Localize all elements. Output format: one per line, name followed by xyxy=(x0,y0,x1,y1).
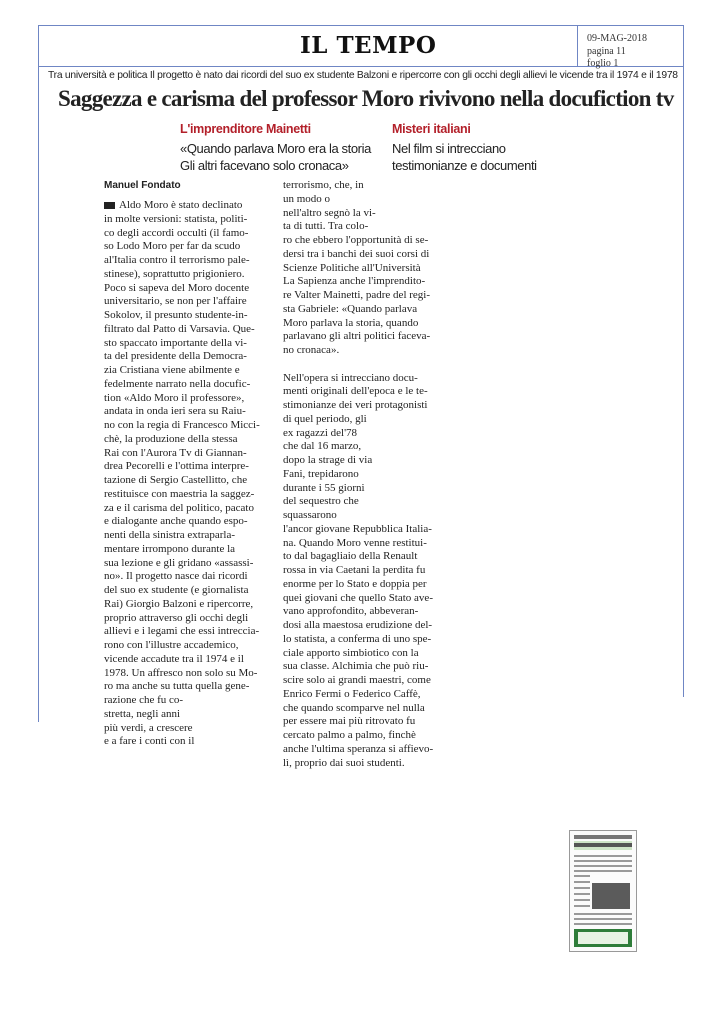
frame-right-line xyxy=(683,25,684,697)
column2-line: l'ancor giovane Repubblica Italia- xyxy=(283,522,432,535)
column2-line: dosi alla maestosa erudizione del- xyxy=(283,619,433,631)
column2-line: di quel periodo, gli xyxy=(283,412,367,425)
column1-line: no con la regia di Francesco Micci- xyxy=(104,419,260,431)
column2-line: Scienze Politiche all'Università xyxy=(283,261,421,274)
column1-line: so Lodo Moro per far da scudo xyxy=(104,240,241,253)
column1-line: sua lezione e gli gridano «assassi- xyxy=(104,556,254,569)
subhead-label-misteri: Misteri italiani xyxy=(392,122,471,136)
subhead-text-mainetti-2: Gli altri facevano solo cronaca» xyxy=(180,158,349,173)
page-number: pagina 11 xyxy=(587,46,626,57)
column2-line: sta Gabriele: «Quando parlava xyxy=(283,302,418,315)
column2-line: terrorismo, che, in xyxy=(283,179,364,191)
column1-line: Poco si sapeva del Moro docente xyxy=(104,281,250,294)
column1-line: e dialogante anche quando espo- xyxy=(104,515,248,528)
column1-line: rono con l'illustre accademico, xyxy=(104,639,239,651)
column2-line: squassarono xyxy=(283,509,337,521)
column2-line: Nell'opera si intrecciano docu- xyxy=(283,371,418,384)
column1-line: restituisce con maestria la saggez- xyxy=(104,487,255,500)
column1-line: al'Italia contro il terrorismo pale- xyxy=(104,254,250,266)
column1-line: 1978. Un affresco non solo su Mo- xyxy=(104,666,258,679)
column1-line: sto spaccato importante della vi- xyxy=(104,336,247,349)
column2-line: durante i 55 giorni xyxy=(283,481,365,494)
column1-line: no». Il progetto nasce dai ricordi xyxy=(104,570,248,583)
column1-line: in molte versioni: statista, politi- xyxy=(104,212,248,225)
subhead-text-misteri-2: testimonianze e documenti xyxy=(392,158,537,173)
column2-line: nell'altro segnò la vi- xyxy=(283,206,376,219)
subhead-text-mainetti-1: «Quando parlava Moro era la storia xyxy=(180,141,371,156)
column1-line: Rai) Giorgio Balzoni e ripercorre, xyxy=(104,597,254,610)
article-kicker: Tra università e politica Il progetto è nato dai ricordi del suo ex studente Balzoni e ripercorre con gli occhi degli allievi le vicende tra il 1974 e il 1978 xyxy=(48,70,678,81)
column2-line: Fani, trepidarono xyxy=(283,467,359,480)
column2-line: parlavano gli altri politici faceva- xyxy=(283,330,431,343)
column1-line: ro ma anche su tutta quella gene- xyxy=(104,680,250,693)
column1-line: proprio attraverso gli occhi degli xyxy=(104,611,249,624)
column2-line xyxy=(283,358,443,372)
column1-line: universitario, se non per l'affaire xyxy=(104,295,247,308)
column1-line: tion «Aldo Moro il professore», xyxy=(104,391,245,404)
column1-line: Aldo Moro è stato declinato xyxy=(104,199,276,213)
column1-line: allievi e i legami che essi intreccia- xyxy=(104,625,260,638)
column1-line: del suo ex studente (e giornalista xyxy=(104,584,249,596)
column2-line: no cronaca». xyxy=(283,344,340,356)
column2-line: cercato palmo a palmo, finchè xyxy=(283,729,416,741)
column2-line: re Valter Mainetti, padre del regi- xyxy=(283,289,431,301)
column1-line: mentare irrompono durante la xyxy=(104,542,236,555)
column1-line: più verdi, a crescere xyxy=(104,721,193,734)
column2-line: per essere mai più ritrovato fu xyxy=(283,715,416,728)
column1-line: za e il carisma del politico, pacato xyxy=(104,501,254,514)
sheet-number: foglio 1 xyxy=(587,58,619,69)
article-column-1 xyxy=(104,199,276,749)
column2-line: Moro parlava la storia, quando xyxy=(283,316,419,329)
subhead-label-mainetti: L'imprenditore Mainetti xyxy=(180,122,311,136)
column2-line: che dal 16 marzo, xyxy=(283,440,362,453)
column1-line: stinese), soprattutto prigioniero. xyxy=(104,267,245,280)
column1-line: nenti della sinistra extraparla- xyxy=(104,529,236,541)
article-column-2 xyxy=(283,179,443,770)
publication-date: 09-MAG-2018 xyxy=(587,33,647,44)
column2-line: menti originali dell'epoca e le te- xyxy=(283,385,428,398)
paragraph-marker xyxy=(104,202,115,209)
column1-line: Sokolov, il presunto studente-in- xyxy=(104,309,248,321)
column2-line: rossa in via Caetani la perdita fu xyxy=(283,564,426,576)
column2-line: ex ragazzi del'78 xyxy=(283,426,358,439)
column2-line: lì, proprio dai suoi studenti. xyxy=(283,756,405,769)
column1-line: co degli accordi occulti (il famo- xyxy=(104,226,249,239)
column1-line: zia Cristiana viene abilmente e xyxy=(104,364,240,376)
column2-line: dersi tra i banchi dei suoi corsi di xyxy=(283,247,430,260)
column2-line: che quando scomparve nel nulla xyxy=(283,701,425,714)
column2-line: sua classe. Alchimia che può riu- xyxy=(283,660,429,673)
column1-line: chè, la produzione della stessa xyxy=(104,432,238,445)
column2-line: dopo la strage di via xyxy=(283,454,373,466)
column2-line: ro che ebbero l'opportunità di se- xyxy=(283,234,429,246)
column2-line: La Sapienza anche l'imprendito- xyxy=(283,275,426,288)
column2-line: quei giovani che quello Stato ave- xyxy=(283,591,433,604)
column2-line: Enrico Fermi o Federico Caffè, xyxy=(283,687,421,700)
column1-line: razione che fu co- xyxy=(104,694,184,706)
column2-line: stimonianze dei veri protagonisti xyxy=(283,399,428,411)
column2-line: na. Quando Moro venne restitui- xyxy=(283,536,427,549)
column1-line: Rai con l'Aurora Tv di Giannan- xyxy=(104,446,247,459)
article-headline: Saggezza e carisma del professor Moro rivivono nella docufiction tv xyxy=(58,86,674,111)
column1-line: tazione di Sergio Castellitto, che xyxy=(104,474,248,486)
column2-line: ta di tutti. Tra colo- xyxy=(283,220,369,233)
column1-line: stretta, negli anni xyxy=(104,707,181,720)
column2-line: ciale apporto simbiotico con la xyxy=(283,646,419,659)
column1-line: ta del presidente della Democra- xyxy=(104,350,247,363)
column1-line: vicende accadute tra il 1974 e il xyxy=(104,652,244,665)
subhead-text-misteri-1: Nel film si intrecciano xyxy=(392,141,506,156)
column2-line: vano approfondito, abbeveran- xyxy=(283,605,419,618)
column2-line: del sequestro che xyxy=(283,495,359,508)
frame-meta-divider xyxy=(577,25,578,66)
newspaper-masthead: IL TEMPO xyxy=(300,32,437,59)
column2-line: enorme per lo Stato e doppia per xyxy=(283,577,427,590)
column2-line: to dal bagagliaio della Renault xyxy=(283,550,418,563)
column1-line: drea Pecorelli e l'ottima interpre- xyxy=(104,460,249,473)
column2-line: lo statista, a conferma di uno spe- xyxy=(283,632,432,645)
column1-line: andata in onda ieri sera su Raiu- xyxy=(104,405,246,418)
column1-line: e a fare i conti con il xyxy=(104,735,195,748)
column1-line: fedelmente narrato nella docufic- xyxy=(104,377,251,390)
frame-left-line xyxy=(38,25,39,722)
column1-line: filtrato dal Patto di Varsavia. Que- xyxy=(104,322,255,335)
column2-line: un modo o xyxy=(283,192,331,205)
column2-line: anche l'ultima speranza si affievo- xyxy=(283,742,434,755)
column2-line: scire solo ai grandi maestri, come xyxy=(283,674,431,686)
article-byline: Manuel Fondato xyxy=(104,180,181,191)
page-thumbnail xyxy=(569,830,637,952)
frame-top-line xyxy=(38,25,683,26)
